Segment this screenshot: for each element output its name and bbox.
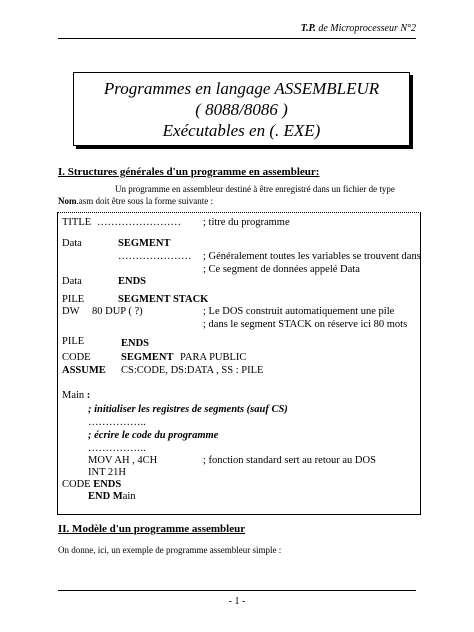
- code-dots-2: ……………..: [88, 443, 146, 454]
- code-segment-kw: SEGMENT: [118, 238, 171, 249]
- title-box: [73, 72, 410, 146]
- title-line-3: Exécutables en (. EXE): [162, 121, 321, 140]
- code-segment-stack-kw: SEGMENT STACK: [118, 294, 209, 305]
- code-mov-line: MOV AH , 4CH: [88, 455, 158, 466]
- title-line-1: Programmes en langage ASSEMBLEUR: [103, 79, 380, 98]
- code-data-label: Data: [62, 238, 82, 249]
- section-1-para-line1: Un programme en assembleur destiné à être enregistré dans un fichier de type: [115, 184, 395, 194]
- para-nom: Nom: [58, 196, 77, 206]
- code-mov-comment: ; fonction standard sert au retour au DOS: [203, 455, 376, 466]
- code-title-kw: TITLE: [62, 217, 92, 228]
- section-2-para: On donne, ici, un exemple de programme assembleur simple :: [58, 545, 282, 555]
- code-para-public: PARA PUBLIC: [180, 352, 247, 363]
- code-assume-args: CS:CODE, DS:DATA , SS : PILE: [121, 365, 264, 376]
- code-assume-kw: ASSUME: [62, 365, 106, 376]
- code-comment-code: ; écrire le code du programme: [88, 430, 219, 441]
- code-int-line: INT 21H: [88, 467, 127, 478]
- code-title-dots: ……………………: [97, 217, 181, 228]
- code-data-ends-kw: ENDS: [118, 276, 147, 287]
- code-title-comment: ; titre du programme: [203, 217, 290, 228]
- title-line-2: ( 8088/8086 ): [195, 100, 288, 119]
- code-dots-1: ……………..: [88, 417, 146, 428]
- running-header: [301, 23, 416, 34]
- section-2-heading: II. Modèle d'un programme assembleur: [58, 523, 246, 535]
- header-rule: [58, 38, 416, 39]
- code-box-top-border: [57, 212, 419, 213]
- section-1-para-line2: Nom.asm doit être sous la forme suivante :: [58, 196, 213, 206]
- code-code-label: CODE: [62, 352, 91, 363]
- header-text: de Microprocesseur N°2: [315, 23, 416, 34]
- code-code-segment-kw: SEGMENT: [121, 352, 174, 363]
- code-end-main-line: END Main: [88, 491, 136, 502]
- code-data-comment-2: ; Ce segment de données appelé Data: [203, 264, 360, 275]
- code-data-end-label: Data: [62, 276, 82, 287]
- code-dw-value: 80 DUP ( ?): [92, 306, 143, 317]
- code-pile-label: PILE: [62, 294, 85, 305]
- code-comment-init: ; initialiser les registres de segments (sauf CS): [88, 404, 288, 415]
- code-data-comment-1: ; Généralement toutes les variables se trouvent dans: [203, 251, 421, 262]
- code-pile-comment-2: ; dans le segment STACK on réserve ici 80 mots: [203, 319, 408, 330]
- code-pile-comment-1: ; Le DOS construit automatiquement une pile: [203, 306, 395, 317]
- code-data-dots: …………………: [118, 251, 192, 262]
- footer-rule: [58, 590, 416, 591]
- header-prefix: T.P.: [300, 23, 316, 34]
- page-number: - 1 -: [228, 596, 246, 607]
- section-1-heading: I. Structures générales d'un programme en assembleur:: [58, 166, 320, 178]
- code-main-label: Main :: [62, 390, 91, 401]
- code-end-line: CODE ENDS: [62, 479, 122, 490]
- code-pile-end-label: PILE: [62, 336, 85, 347]
- code-dw-label: DW: [62, 306, 80, 317]
- code-pile-ends-kw: ENDS: [121, 338, 150, 349]
